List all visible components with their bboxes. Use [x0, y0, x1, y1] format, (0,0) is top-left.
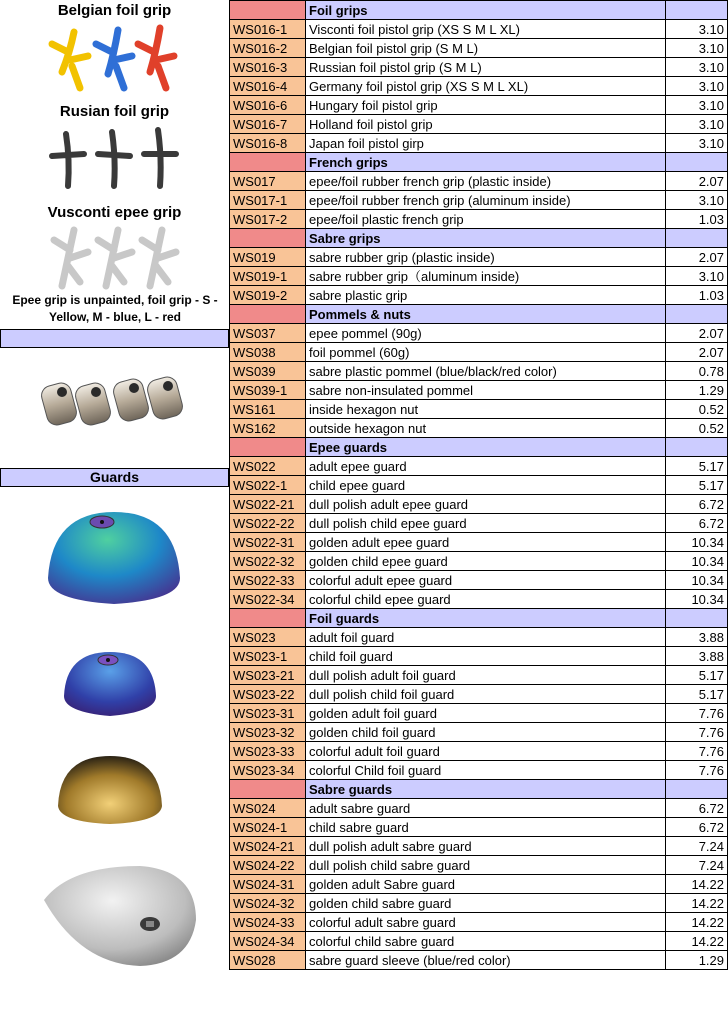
- belgian-foil-grip-image: [42, 22, 192, 94]
- category-blank: [666, 438, 728, 457]
- table-row: [230, 856, 728, 875]
- category-title: Foil guards: [306, 609, 666, 628]
- item-code: WS019: [230, 248, 306, 267]
- item-description: child epee guard: [306, 476, 666, 495]
- category-blank: [666, 609, 728, 628]
- item-description: Visconti foil pistol grip (XS S M L XL): [306, 20, 666, 39]
- item-price: 10.34: [666, 533, 728, 552]
- item-code: WS161: [230, 400, 306, 419]
- table-row: [230, 571, 728, 590]
- category-marker: [230, 305, 306, 324]
- item-price: 3.10: [666, 191, 728, 210]
- item-price: 6.72: [666, 495, 728, 514]
- category-marker: [230, 609, 306, 628]
- item-price: 1.29: [666, 951, 728, 970]
- item-description: dull polish adult epee guard: [306, 495, 666, 514]
- item-description: child sabre guard: [306, 818, 666, 837]
- item-price: 2.07: [666, 248, 728, 267]
- category-title: Sabre guards: [306, 780, 666, 799]
- category-row-foil-grips: [230, 1, 728, 20]
- table-row: [230, 913, 728, 932]
- item-code: WS017-1: [230, 191, 306, 210]
- table-row: [230, 381, 728, 400]
- table-row: [230, 704, 728, 723]
- item-price: 3.10: [666, 58, 728, 77]
- item-price: 3.10: [666, 20, 728, 39]
- table-row: [230, 514, 728, 533]
- item-code: WS024-34: [230, 932, 306, 951]
- item-code: WS024-21: [230, 837, 306, 856]
- item-price: 3.10: [666, 77, 728, 96]
- item-price: 3.10: [666, 115, 728, 134]
- item-code: WS038: [230, 343, 306, 362]
- item-code: WS016-8: [230, 134, 306, 153]
- item-description: sabre plastic grip: [306, 286, 666, 305]
- item-price: 0.78: [666, 362, 728, 381]
- table-row: [230, 324, 728, 343]
- visconti-epee-grip-image: [40, 222, 190, 294]
- item-description: dull polish adult foil guard: [306, 666, 666, 685]
- category-row-epee-guards: [230, 438, 728, 457]
- visconti-grip-caption: Vusconti epee grip: [47, 204, 182, 221]
- item-code: WS039: [230, 362, 306, 381]
- item-code: WS022-22: [230, 514, 306, 533]
- item-price: 10.34: [666, 590, 728, 609]
- item-description: outside hexagon nut: [306, 419, 666, 438]
- table-row: [230, 628, 728, 647]
- item-price: 7.76: [666, 704, 728, 723]
- item-description: dull polish child foil guard: [306, 685, 666, 704]
- item-price: 7.76: [666, 742, 728, 761]
- item-price: 7.24: [666, 837, 728, 856]
- table-row: [230, 134, 728, 153]
- table-row: [230, 932, 728, 951]
- item-code: WS019-2: [230, 286, 306, 305]
- item-description: golden adult foil guard: [306, 704, 666, 723]
- item-price: 6.72: [666, 799, 728, 818]
- category-title: Foil grips: [306, 1, 666, 20]
- item-price: 0.52: [666, 400, 728, 419]
- item-price: 3.10: [666, 134, 728, 153]
- item-description: Belgian foil pistol grip (S M L): [306, 39, 666, 58]
- table-row: [230, 647, 728, 666]
- item-description: dull polish child sabre guard: [306, 856, 666, 875]
- item-description: epee/foil plastic french grip: [306, 210, 666, 229]
- item-price: 2.07: [666, 343, 728, 362]
- item-code: WS023-33: [230, 742, 306, 761]
- category-blank: [666, 1, 728, 20]
- table-row: [230, 20, 728, 39]
- item-price: 7.76: [666, 761, 728, 780]
- category-title: Epee guards: [306, 438, 666, 457]
- category-marker: [230, 229, 306, 248]
- category-marker: [230, 1, 306, 20]
- item-code: WS023-22: [230, 685, 306, 704]
- item-price: 3.88: [666, 628, 728, 647]
- category-title: Pommels & nuts: [306, 305, 666, 324]
- item-description: inside hexagon nut: [306, 400, 666, 419]
- item-description: sabre rubber grip（aluminum inside): [306, 267, 666, 286]
- item-description: colorful Child foil guard: [306, 761, 666, 780]
- item-price: 10.34: [666, 552, 728, 571]
- russian-grip-caption: Rusian foil grip: [59, 103, 170, 120]
- item-description: dull polish child epee guard: [306, 514, 666, 533]
- item-code: WS023: [230, 628, 306, 647]
- item-description: foil pommel (60g): [306, 343, 666, 362]
- table-row: [230, 400, 728, 419]
- table-row: [230, 552, 728, 571]
- category-row-pommels: [230, 305, 728, 324]
- item-description: child foil guard: [306, 647, 666, 666]
- item-price: 6.72: [666, 818, 728, 837]
- item-code: WS022-32: [230, 552, 306, 571]
- item-description: adult sabre guard: [306, 799, 666, 818]
- item-description: sabre guard sleeve (blue/red color): [306, 951, 666, 970]
- table-row: [230, 799, 728, 818]
- category-blank: [666, 305, 728, 324]
- item-price: 14.22: [666, 894, 728, 913]
- category-row-french-grips: [230, 153, 728, 172]
- item-description: golden adult epee guard: [306, 533, 666, 552]
- item-price: 1.03: [666, 286, 728, 305]
- item-code: WS024-1: [230, 818, 306, 837]
- category-title: French grips: [306, 153, 666, 172]
- table-row: [230, 96, 728, 115]
- item-code: WS024: [230, 799, 306, 818]
- item-description: dull polish adult sabre guard: [306, 837, 666, 856]
- item-code: WS024-33: [230, 913, 306, 932]
- pommels-nuts-image: [40, 370, 190, 430]
- table-row: [230, 362, 728, 381]
- item-code: WS039-1: [230, 381, 306, 400]
- table-row: [230, 191, 728, 210]
- item-code: WS023-1: [230, 647, 306, 666]
- golden-foil-guard-image: [56, 752, 164, 826]
- table-row: [230, 476, 728, 495]
- table-row: [230, 742, 728, 761]
- item-price: 0.52: [666, 419, 728, 438]
- table-row: [230, 248, 728, 267]
- item-price: 2.07: [666, 172, 728, 191]
- item-description: Hungary foil pistol grip: [306, 96, 666, 115]
- item-description: Japan foil pistol girp: [306, 134, 666, 153]
- table-row: [230, 590, 728, 609]
- item-description: golden child sabre guard: [306, 894, 666, 913]
- price-table: [229, 0, 728, 970]
- item-description: colorful child epee guard: [306, 590, 666, 609]
- table-row: [230, 343, 728, 362]
- item-code: WS016-1: [230, 20, 306, 39]
- item-code: WS022-34: [230, 590, 306, 609]
- item-price: 3.10: [666, 96, 728, 115]
- category-blank: [666, 780, 728, 799]
- item-price: 5.17: [666, 685, 728, 704]
- colorful-epee-guard-image: [44, 508, 184, 612]
- item-description: adult foil guard: [306, 628, 666, 647]
- category-blank: [666, 229, 728, 248]
- item-description: colorful adult sabre guard: [306, 913, 666, 932]
- table-row: [230, 58, 728, 77]
- item-code: WS022: [230, 457, 306, 476]
- table-row: [230, 39, 728, 58]
- item-code: WS023-31: [230, 704, 306, 723]
- table-row: [230, 837, 728, 856]
- table-row: [230, 267, 728, 286]
- category-row-sabre-grips: [230, 229, 728, 248]
- item-description: Germany foil pistol grip (XS S M L XL): [306, 77, 666, 96]
- item-price: 3.88: [666, 647, 728, 666]
- item-price: 1.29: [666, 381, 728, 400]
- item-price: 14.22: [666, 932, 728, 951]
- table-row: [230, 495, 728, 514]
- category-blank: [666, 153, 728, 172]
- table-row: [230, 685, 728, 704]
- item-price: 7.76: [666, 723, 728, 742]
- left-band-blank: [0, 329, 229, 348]
- item-description: sabre non-insulated pommel: [306, 381, 666, 400]
- item-description: golden adult Sabre guard: [306, 875, 666, 894]
- item-price: 3.10: [666, 39, 728, 58]
- grip-color-note: Epee grip is unpainted, foil grip - S - Yellow, M - blue, L - red: [12, 293, 218, 324]
- table-row: [230, 875, 728, 894]
- item-description: adult epee guard: [306, 457, 666, 476]
- item-description: epee/foil rubber french grip (plastic inside): [306, 172, 666, 191]
- item-description: golden child foil guard: [306, 723, 666, 742]
- category-marker: [230, 438, 306, 457]
- item-price: 2.07: [666, 324, 728, 343]
- item-price: 14.22: [666, 913, 728, 932]
- table-row: [230, 894, 728, 913]
- item-price: 5.17: [666, 666, 728, 685]
- table-row: [230, 533, 728, 552]
- item-code: WS037: [230, 324, 306, 343]
- item-description: sabre rubber grip (plastic inside): [306, 248, 666, 267]
- item-code: WS022-33: [230, 571, 306, 590]
- item-price: 3.10: [666, 267, 728, 286]
- item-code: WS017: [230, 172, 306, 191]
- category-marker: [230, 780, 306, 799]
- item-code: WS023-32: [230, 723, 306, 742]
- item-price: 6.72: [666, 514, 728, 533]
- item-code: WS024-32: [230, 894, 306, 913]
- table-row: [230, 210, 728, 229]
- table-row: [230, 457, 728, 476]
- item-code: WS016-3: [230, 58, 306, 77]
- item-code: WS019-1: [230, 267, 306, 286]
- item-code: WS023-34: [230, 761, 306, 780]
- item-price: 1.03: [666, 210, 728, 229]
- sabre-guard-image: [40, 860, 200, 970]
- item-code: WS024-22: [230, 856, 306, 875]
- table-row: [230, 723, 728, 742]
- item-code: WS028: [230, 951, 306, 970]
- item-code: WS022-21: [230, 495, 306, 514]
- item-code: WS162: [230, 419, 306, 438]
- item-description: Russian foil pistol grip (S M L): [306, 58, 666, 77]
- item-description: colorful child sabre guard: [306, 932, 666, 951]
- guards-band: Guards: [0, 468, 229, 487]
- belgian-grip-caption: Belgian foil grip: [57, 2, 172, 19]
- category-marker: [230, 153, 306, 172]
- table-row: [230, 115, 728, 134]
- item-code: WS022-31: [230, 533, 306, 552]
- item-code: WS016-2: [230, 39, 306, 58]
- table-row: [230, 172, 728, 191]
- table-row: [230, 818, 728, 837]
- table-row: [230, 286, 728, 305]
- item-price: 7.24: [666, 856, 728, 875]
- item-description: sabre plastic pommel (blue/black/red color): [306, 362, 666, 381]
- item-description: Holland foil pistol grip: [306, 115, 666, 134]
- item-code: WS017-2: [230, 210, 306, 229]
- item-price: 10.34: [666, 571, 728, 590]
- item-code: WS022-1: [230, 476, 306, 495]
- item-description: golden child epee guard: [306, 552, 666, 571]
- colorful-foil-guard-image: [62, 648, 158, 720]
- table-row: [230, 419, 728, 438]
- item-description: epee/foil rubber french grip (aluminum inside): [306, 191, 666, 210]
- item-price: 14.22: [666, 875, 728, 894]
- item-description: epee pommel (90g): [306, 324, 666, 343]
- table-row: [230, 666, 728, 685]
- item-code: WS024-31: [230, 875, 306, 894]
- item-code: WS016-7: [230, 115, 306, 134]
- category-row-foil-guards: [230, 609, 728, 628]
- product-image-column: [0, 0, 229, 1024]
- table-row: [230, 761, 728, 780]
- item-price: 5.17: [666, 457, 728, 476]
- item-code: WS016-4: [230, 77, 306, 96]
- item-description: colorful adult epee guard: [306, 571, 666, 590]
- category-row-sabre-guards: [230, 780, 728, 799]
- item-code: WS016-6: [230, 96, 306, 115]
- table-row: [230, 951, 728, 970]
- item-price: 5.17: [666, 476, 728, 495]
- item-code: WS023-21: [230, 666, 306, 685]
- category-title: Sabre grips: [306, 229, 666, 248]
- item-description: colorful adult foil guard: [306, 742, 666, 761]
- russian-foil-grip-image: [44, 124, 194, 194]
- table-row: [230, 77, 728, 96]
